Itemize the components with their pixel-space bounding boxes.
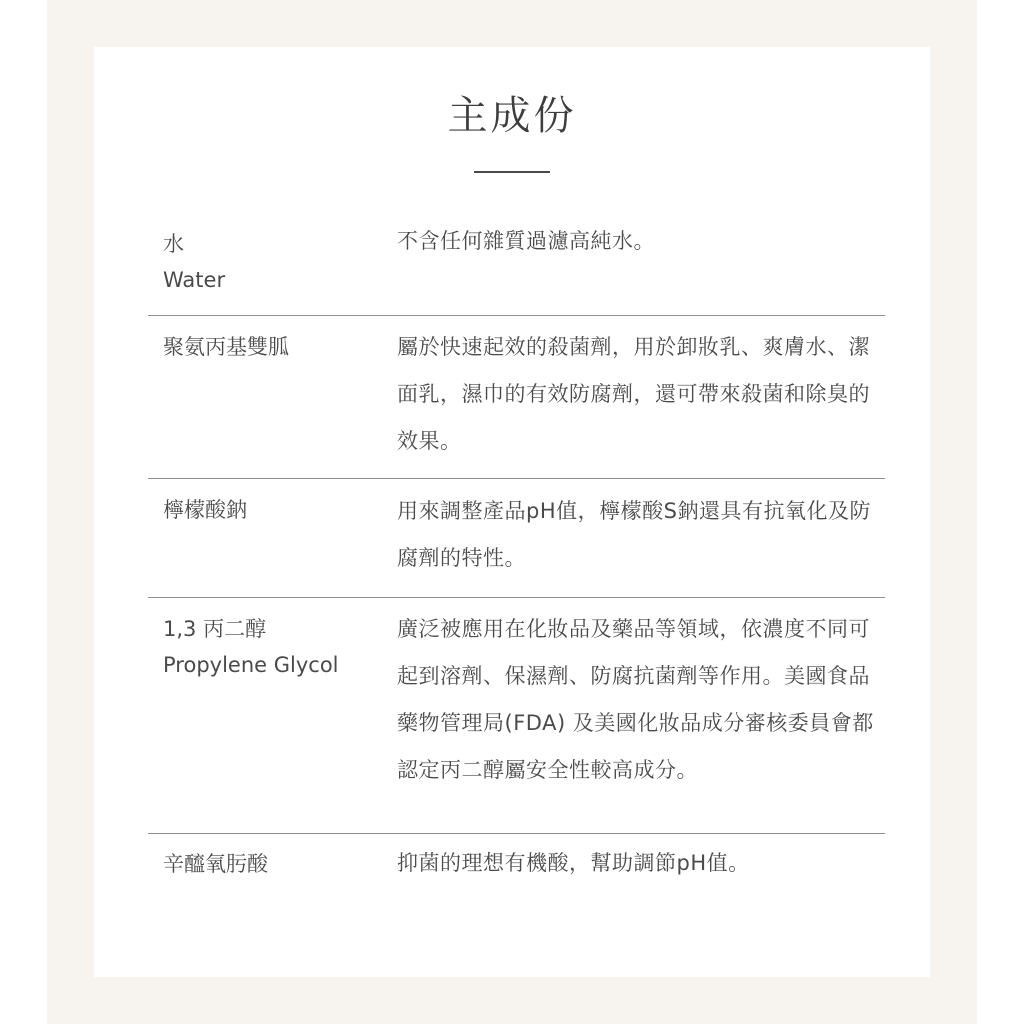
ingredient-name	[163, 492, 383, 528]
ingredient-name	[163, 611, 383, 683]
ingredient-row	[148, 479, 885, 598]
title-divider	[474, 171, 550, 173]
ingredient-name	[163, 846, 383, 882]
ingredient-description: 抑菌的理想有機酸，幫助調節pH值。	[397, 851, 750, 875]
page-title: 主成份	[447, 93, 577, 139]
ingredient-name	[163, 329, 383, 365]
ingredient-description: 用來調整產品pH值，檸檬酸S鈉還具有抗氧化及防腐劑的特性。	[397, 499, 871, 570]
ingredient-name-zh: 聚氨丙基雙胍	[163, 335, 289, 359]
ingredient-row	[148, 834, 885, 894]
ingredient-description: 屬於快速起效的殺菌劑，用於卸妝乳、爽膚水、潔面乳，濕巾的有效防腐劑，還可帶來殺菌和除臭的效果。	[397, 335, 870, 453]
ingredient-name-en: Water	[163, 268, 226, 292]
ingredient-description: 不含任何雜質過濾高純水。	[397, 229, 655, 253]
ingredient-name-zh: 辛醯氧肟酸	[163, 852, 268, 876]
ingredient-name	[163, 226, 383, 298]
ingredient-name-zh: 1,3 丙二醇	[163, 617, 267, 641]
ingredient-name-zh: 檸檬酸鈉	[163, 498, 247, 522]
ingredient-row	[148, 598, 885, 834]
ingredient-name-zh: 水	[163, 232, 184, 256]
ingredient-row	[148, 218, 885, 316]
ingredient-description: 廣泛被應用在化妝品及藥品等領域，依濃度不同可起到溶劑、保濕劑、防腐抗菌劑等作用。美國食品藥物管理局(FDA) 及美國化妝品成分審核委員會都認定丙二醇屬安全性較高成分。	[397, 617, 874, 782]
ingredient-name-en: Propylene Glycol	[163, 653, 339, 677]
ingredient-row	[148, 316, 885, 479]
ingredient-table	[148, 218, 885, 894]
